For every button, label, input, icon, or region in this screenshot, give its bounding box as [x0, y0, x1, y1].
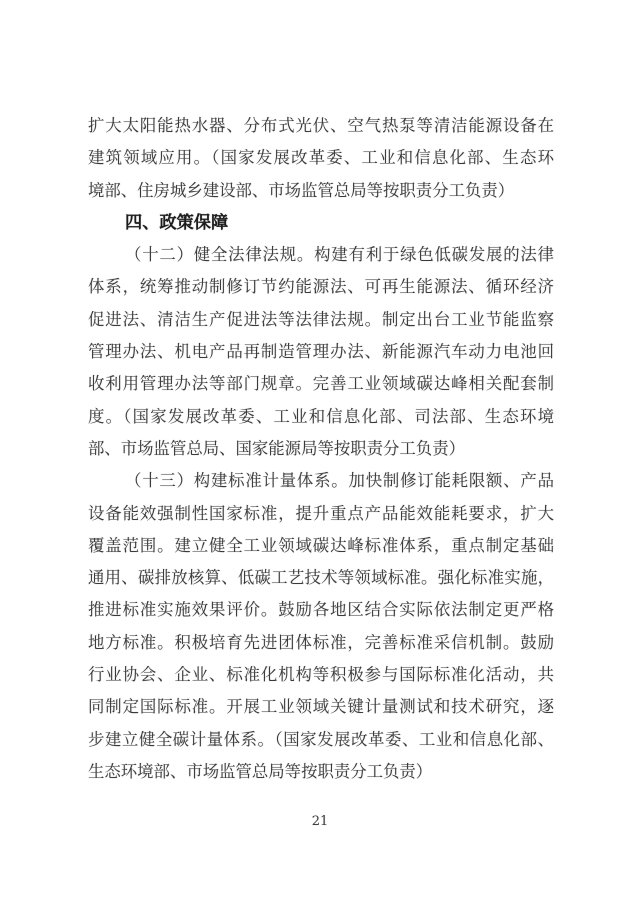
text-line: 步建立健全碳计量体系。（国家发展改革委、工业和信息化部、: [88, 729, 554, 749]
text-line: 覆盖范围。建立健全工业领域碳达峰标准体系，重点制定基础: [88, 535, 554, 555]
text-line: 通用、碳排放核算、低碳工艺技术等领域标准。强化标准实施，: [88, 568, 554, 588]
text-line: 行业协会、企业、标准化机构等积极参与国际标准化活动，共: [88, 665, 554, 685]
text-line: 推进标准实施效果评价。鼓励各地区结合实际依法制定更严格: [88, 600, 554, 620]
text-line: 四、政策保障: [125, 212, 229, 233]
text-line: 部、市场监管总局、国家能源局等按职责分工负责）: [88, 438, 465, 458]
text-line: 扩大太阳能热水器、分布式光伏、空气热泵等清洁能源设备在: [88, 116, 554, 135]
body-paragraph: [88, 239, 554, 465]
text-line: 促进法、清洁生产促进法等法律法规。制定出台工业节能监察: [88, 309, 554, 329]
text-line: 生态环境部、市场监管总局等按职责分工负责）: [88, 761, 433, 781]
body-paragraph: [88, 465, 554, 788]
text-line: 管理办法、机电产品再制造管理办法、新能源汽车动力电池回: [88, 342, 554, 362]
text-line: 建筑领域应用。（国家发展改革委、工业和信息化部、生态环: [88, 148, 554, 168]
text-line: 体系，统筹推动制修订节约能源法、可再生能源法、循环经济: [88, 277, 554, 297]
text-line: 度。（国家发展改革委、工业和信息化部、司法部、生态环境: [88, 406, 554, 426]
body-paragraph: [88, 110, 554, 207]
text-line: （十二）健全法律法规。构建有利于绿色低碳发展的法律: [125, 245, 554, 265]
text-line: （十三）构建标准计量体系。加快制修订能耗限额、产品: [125, 471, 554, 491]
page-number: 21: [311, 814, 329, 829]
text-line: 地方标准。积极培育先进团体标准，完善标准采信机制。鼓励: [88, 632, 554, 652]
document-body: [88, 110, 554, 788]
text-line: 同制定国际标准。开展工业领域关键计量测试和技术研究，逐: [88, 697, 554, 717]
text-line: 设备能效强制性国家标准，提升重点产品能效能耗要求，扩大: [88, 503, 554, 523]
page-footer: [0, 810, 640, 829]
text-line: 境部、住房城乡建设部、市场监管总局等按职责分工负责）: [88, 180, 515, 200]
text-line: 收利用管理办法等部门规章。完善工业领域碳达峰相关配套制: [88, 374, 554, 394]
section-heading: [88, 207, 554, 239]
